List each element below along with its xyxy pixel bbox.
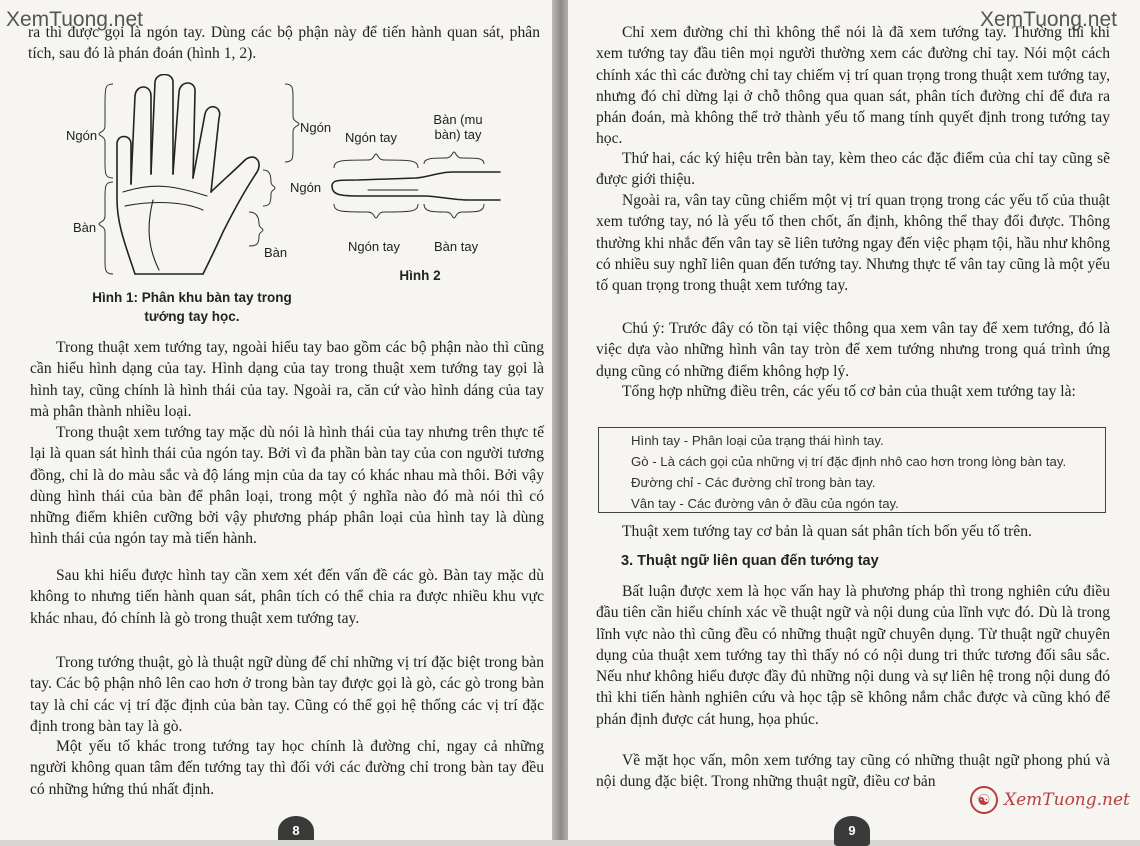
left-paragraph-1: Trong thuật xem tướng tay, ngoài hiểu tay bao gồm các bộ phận nào thì cũng cần hiểu hình dạng của tay. Hình dạng của tay trong thuật xem tướng tay gọi là hình tay, cũng chính là hình thái của tay. Ngoài ra, căn cứ vào hình dáng của tay mà phân thành nhiều loại. <box>30 339 544 420</box>
box-item-van-tay: Vân tay - Các đường vân ở đầu của ngón tay. <box>631 496 899 511</box>
hand-side-diagram <box>328 150 508 230</box>
key-elements-box <box>598 427 1106 513</box>
fig1-label-ban-left: Bàn <box>73 220 97 235</box>
right-paragraph-8: Về mặt học vấn, môn xem tướng tay cũng có những thuật ngữ phong phú và nội dung đặc biệt. Trong những thuật ngữ, điều cơ bản <box>596 752 1110 791</box>
box-item-hinh-tay: Hình tay - Phân loại của trạng thái hình tay. <box>631 433 884 448</box>
box-item-go: Gò - Là cách gọi của những vị trí đặc định nhô cao hơn trong lòng bàn tay. <box>631 454 1067 469</box>
page-number-right <box>834 816 870 842</box>
fig1-caption: Hình 1: Phân khu bàn tay trong tướng tay học. <box>92 290 292 324</box>
fig2-label-ngon-tay-top: Ngón tay <box>345 130 398 145</box>
page-number-left-text: 8 <box>292 823 300 838</box>
fig1-label-ngon-right: Ngón <box>300 120 332 135</box>
fig2-label-ban-mu-ban-tay: Bàn (mu bàn) tay <box>433 112 483 142</box>
fig2-label-ngon-tay-bottom: Ngón tay <box>348 239 401 254</box>
page-number-right-text: 9 <box>848 823 856 838</box>
logo-text: XemTuong.net <box>1004 790 1130 810</box>
right-paragraph-3: Ngoài ra, vân tay cũng chiếm một vị trí quan trọng trong các yếu tố của thuật xem tướng tay, nó là yếu tố then chốt, ấn định, không thể thay đổi được. Thông thường khi nhắc đến vân tay sẽ liên tưởng ngay đến việc phạm tội, hầu như không có nhiều suy nghĩ liên quan đến tướng tay. Nhưng thực tế vân tay cũng là một yếu tố quan trọng trong thuật xem tướng tay. <box>596 192 1110 295</box>
intro-paragraph: ra thì được gọi là ngón tay. Dùng các bộ phận này để tiến hành quan sát, phân tích, sau đó là phán đoán (hình 1, 2). <box>28 24 540 63</box>
page-number-left <box>278 816 314 840</box>
fig1-label-ngon-thumb: Ngón <box>290 180 322 195</box>
watermark-right: XemTuong.net <box>980 8 1117 31</box>
left-paragraph-3: Sau khi hiểu được hình tay cần xem xét đến vấn đề các gò. Bàn tay mặc dù không to nhưng tiến hành quan sát, phân tích có thể chia ra được nhiều khu vực khác nhau, đó chính là gò trong thuật xem tướng tay. <box>30 567 544 627</box>
fig1-label-ban-right: Bàn <box>264 245 288 260</box>
watermark-left: XemTuong.net <box>6 8 143 31</box>
right-paragraph-4: Chú ý: Trước đây có tồn tại việc thông qua xem vân tay để xem tướng, đó là việc dựa vào những hình vân tay tròn để xem tướng nhưng trong quá trình ứng dụng cũng có những điểm không hợp lý. <box>596 320 1110 380</box>
right-paragraph-7: Bất luận được xem là học vấn hay là phương pháp thì trong nghiên cứu điều đầu tiên cần hiểu chính xác về thuật ngữ và nội dung của lĩnh vực đó. Dù là trong lĩnh vực nào thì cũng đều có những thuật ngữ chuyên dụng. Từ thuật ngữ chuyên dụng của thuật xem tướng tay thì thấy nó có nội dung tri thức tương đối sâu sắc. Nếu như không hiểu được đầy đủ những nội dung và sự liên hệ trong nội dung đó thì khi tiến hành nghiên cứu và học tập sẽ không nắm chắc được và cũng khó để phán định được cát hung, họa phúc. <box>596 583 1110 728</box>
right-paragraph-5: Tổng hợp những điều trên, các yếu tố cơ bản của thuật xem tướng tay là: <box>622 383 1076 400</box>
site-logo <box>970 786 1130 814</box>
fig2-label-ban-tay-bottom: Bàn tay <box>434 239 479 254</box>
left-paragraph-5: Một yếu tố khác trong tướng tay học chính là đường chỉ, ngay cả những người không quan tâm đến tướng tay thì đối với các đường chỉ trong bàn tay đều có những hứng thú nhất định. <box>30 738 544 798</box>
fig1-label-ngon-left: Ngón <box>66 128 98 143</box>
left-paragraph-4: Trong tướng thuật, gò là thuật ngữ dùng để chỉ những vị trí đặc biệt trong bàn tay. Các bộ phận nhô lên cao hơn ở trong bàn tay được gọi là gò, các gò trong bàn tay là chỉ các vị trí đặc định của bàn tay. Cũng có thể gọi hệ thống các vị trí đặc định trong bàn tay là gò. <box>30 654 544 735</box>
box-item-duong-chi: Đường chỉ - Các đường chỉ trong bàn tay. <box>631 475 876 490</box>
right-paragraph-1: Chỉ xem đường chỉ thì không thể nói là đã xem tướng tay. Thường thì khi xem tướng tay đầu tiên mọi người thường xem các đường chỉ tay. Nói một cách chính xác thì các đường chỉ tay chiếm vị trí quan trọng trong thuật xem tướng tay, nhưng đó chỉ dừng lại ở chỗ thông qua quan sát, phân tích đường chỉ để đưa ra phán đoán, mà không thể trở thành yếu tố mang tính quyết định trong tướng tay học. <box>596 24 1110 148</box>
fig2-caption: Hình 2 <box>399 268 441 283</box>
yin-yang-icon: ☯ <box>970 786 998 814</box>
left-page <box>0 0 556 840</box>
section-title: 3. Thuật ngữ liên quan đến tướng tay <box>621 553 879 569</box>
left-paragraph-2: Trong thuật xem tướng tay mặc dù nói là hình thái của tay nhưng trên thực tế lại là quan sát hình thái của ngón tay. Bởi vì đa phần bàn tay của con người tương đồng, chỉ là do màu sắc và độ láng mịn của da tay có khác nhau mà thôi. Bởi vậy dùng hình thái của bàn để phân loại, trong một ý nghĩa nào đó mà nói thì có những điểm khiên cưỡng bởi vậy phương pháp phân loại của hình tay là dùng hình thái của ngón tay mà tiến hành. <box>30 424 544 548</box>
right-paragraph-2: Thứ hai, các ký hiệu trên bàn tay, kèm theo các đặc điểm của chỉ tay cũng sẽ được giới thiệu. <box>596 150 1110 189</box>
right-paragraph-6: Thuật xem tướng tay cơ bản là quan sát phân tích bốn yếu tố trên. <box>622 523 1032 540</box>
